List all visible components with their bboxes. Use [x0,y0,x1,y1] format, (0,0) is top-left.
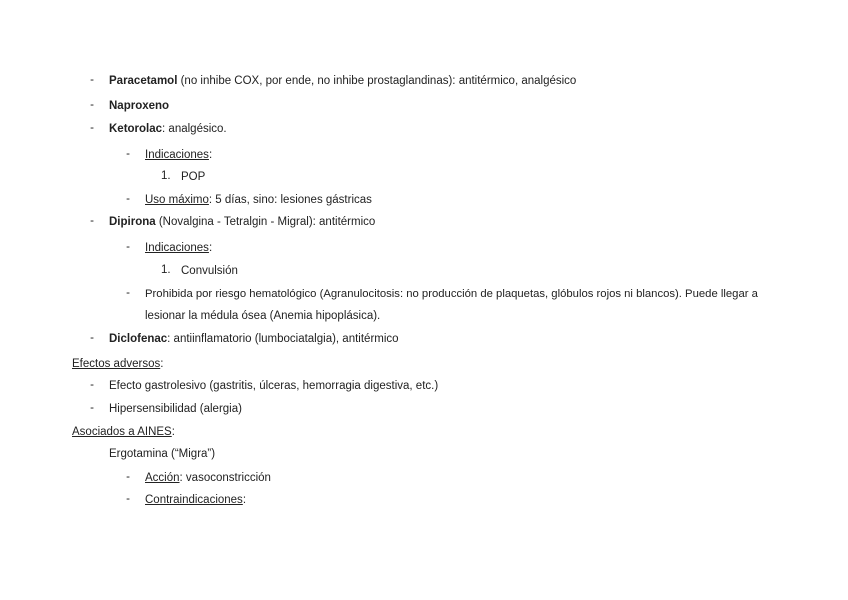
list-bullet: - [90,215,94,227]
efecto-item: Efecto gastrolesivo (gastritis, úlceras, hemorragia digestiva, etc.) [109,380,439,392]
list-bullet: - [90,122,94,134]
drug-description: (no inhibe COX, por ende, no inhibe prostaglandinas): antitérmico, analgésico [177,75,577,87]
list-bullet: - [90,379,94,391]
dipirona-indicaciones [145,241,212,255]
ergotamina-label: Ergotamina (“Migra”) [109,448,216,460]
indicacion-pop: POP [181,171,206,183]
drug-name: Naproxeno [109,100,170,112]
drug-name: Paracetamol [109,75,178,87]
subheading-suffix: : [208,149,213,161]
drug-description: : antiinflamatorio (lumbociatalgia), antitérmico [167,333,399,345]
list-bullet: - [90,74,94,86]
list-item-ketorolac [109,122,227,136]
heading-label: Efectos adversos [72,358,161,370]
dipirona-prohibida-line1: Prohibida por riesgo hematológico (Agranulocitosis: no producción de plaquetas, glóbulos rojos ni blancos). Puede llegar a [145,288,758,300]
list-item-naproxeno [109,99,169,113]
sublist-bullet: - [126,287,130,299]
drug-name: Dipirona [109,216,156,228]
list-item-paracetamol [109,74,576,88]
section-heading-asociados [72,425,175,439]
ordered-number: 1. [161,264,171,276]
subheading-suffix: : [242,494,247,506]
drug-description: : analgésico. [162,123,227,135]
list-item-dipirona [109,215,375,229]
dipirona-prohibida-line2: lesionar la médula ósea (Anemia hipoplásica). [145,310,381,322]
heading-suffix: : [171,426,175,438]
sublist-bullet: - [126,193,130,205]
sublist-bullet: - [126,241,130,253]
efecto-item: Hipersensibilidad (alergia) [109,403,242,415]
subheading-label: Contraindicaciones [145,494,243,506]
subheading-text: : 5 días, sino: lesiones gástricas [208,194,372,206]
subheading-text: : vasoconstricción [179,472,271,484]
list-bullet: - [90,402,94,414]
heading-suffix: : [160,358,164,370]
list-item-diclofenac [109,332,399,346]
indicacion-convulsion: Convulsión [181,265,238,277]
subheading-label: Indicaciones [145,242,209,254]
drug-name: Ketorolac [109,123,163,135]
sublist-bullet: - [126,148,130,160]
subheading-label: Acción [145,472,180,484]
sublist-bullet: - [126,471,130,483]
subheading-suffix: : [208,242,213,254]
list-bullet: - [90,332,94,344]
drug-description: (Novalgina - Tetralgin - Migral): antitérmico [155,216,376,228]
ketorolac-indicaciones [145,148,212,162]
heading-label: Asociados a AINES [72,426,172,438]
subheading-label: Uso máximo [145,194,209,206]
drug-name: Diclofenac [109,333,168,345]
ordered-number: 1. [161,170,171,182]
ketorolac-uso-maximo [145,193,372,207]
list-bullet: - [90,99,94,111]
sublist-bullet: - [126,493,130,505]
ergotamina-contraindicaciones [145,493,246,507]
section-heading-efectos [72,357,163,371]
ergotamina-accion [145,471,271,485]
subheading-label: Indicaciones [145,149,209,161]
